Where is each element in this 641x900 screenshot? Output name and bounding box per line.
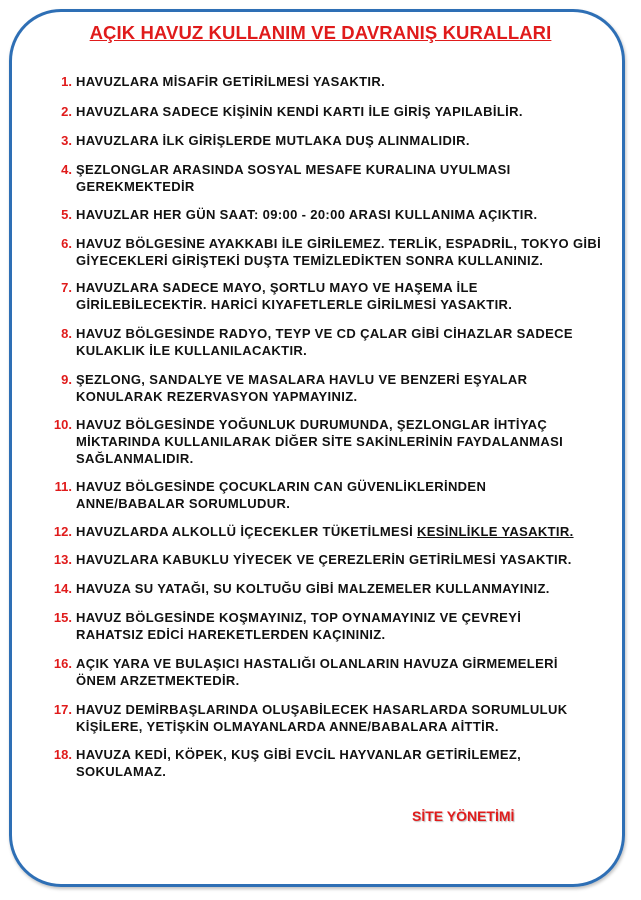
rule-text: HAVUZ BÖLGESİNE AYAKKABI İLE GİRİLEMEZ. TERLİK, ESPADRİL, TOKYO GİBİ GİYECEKLERİ GİRİŞTEKİ DUŞTA TEMİZLEDİKTEN SONRA KULLANINIZ.	[76, 236, 602, 268]
rule-item-5	[48, 206, 608, 223]
page-title: AÇIK HAVUZ KULLANIM VE DAVRANIŞ KURALLARI	[89, 22, 552, 43]
rule-text: HAVUZLARA KABUKLU YİYECEK VE ÇEREZLERİN GETİRİLMESİ YASAKTIR.	[76, 552, 572, 567]
rule-number: 10.	[53, 417, 72, 432]
rule-item-10	[48, 416, 596, 467]
rule-number: 5.	[61, 207, 72, 222]
rule-number: 15.	[53, 610, 72, 625]
rule-number: 3.	[61, 133, 72, 148]
rule-number: 16.	[53, 656, 72, 671]
rule-item-18	[48, 746, 568, 780]
rule-text: HAVUZA SU YATAĞI, SU KOLTUĞU GİBİ MALZEMELER KULLANMAYINIZ.	[76, 581, 550, 596]
rule-item-8	[48, 325, 596, 359]
rule-number: 4.	[61, 162, 72, 177]
rule-number: 6.	[61, 236, 72, 251]
rule-text: HAVUZ DEMİRBAŞLARINDA OLUŞABİLECEK HASARLARDA SORUMLULUK KİŞİLERE, YETİŞKİN OLMAYANLARDA ANNE/BABALARA AİTTİR.	[76, 702, 568, 734]
rule-text: ŞEZLONG, SANDALYE VE MASALARA HAVLU VE BENZERİ EŞYALAR KONULARAK REZERVASYON YAPMAYINIZ.	[76, 372, 528, 404]
rule-number: 18.	[53, 747, 72, 762]
rule-number: 1.	[61, 74, 72, 89]
rule-item-17	[48, 701, 596, 735]
rule-item-12	[48, 523, 608, 540]
rule-item-11	[48, 478, 538, 512]
rule-item-15	[48, 609, 568, 643]
rule-text: HAVUZA KEDİ, KÖPEK, KUŞ GİBİ EVCİL HAYVANLAR GETİRİLEMEZ, SOKULAMAZ.	[76, 747, 522, 779]
rule-text: HAVUZLARA MİSAFİR GETİRİLMESİ YASAKTIR.	[76, 74, 386, 89]
rule-item-9	[48, 371, 548, 405]
signature-site-management: SİTE YÖNETİMİ	[412, 808, 515, 824]
rule-number: 12.	[53, 524, 72, 539]
rule-item-2	[48, 103, 608, 120]
rule-number: 9.	[61, 372, 72, 387]
rule-text: HAVUZLARA SADECE MAYO, ŞORTLU MAYO VE HAŞEMA İLE GİRİLEBİLECEKTİR. HARİCİ KIYAFETLERLE GİRİLMESİ YASAKTIR.	[76, 280, 513, 312]
rule-text-main: HAVUZLARDA ALKOLLÜ İÇECEKLER TÜKETİLMESİ	[76, 524, 418, 539]
rule-text: HAVUZ BÖLGESİNDE ÇOCUKLARIN CAN GÜVENLİKLERİNDEN ANNE/BABALAR SORUMLUDUR.	[76, 479, 487, 511]
rule-text: HAVUZ BÖLGESİNDE YOĞUNLUK DURUMUNDA, ŞEZLONGLAR İHTİYAÇ MİKTARINDA KULLANILARAK DİĞER SİTE SAKİNLERİNİN FAYDALANMASI SAĞLANMALIDIR.	[76, 417, 564, 466]
rule-text	[76, 523, 608, 540]
rule-item-13	[48, 551, 608, 568]
rule-text-emphasis: KESİNLİKLE YASAKTIR.	[417, 524, 574, 539]
rule-text: HAVUZLARA SADECE KİŞİNİN KENDİ KARTI İLE GİRİŞ YAPILABİLİR.	[76, 104, 523, 119]
rule-text: HAVUZ BÖLGESİNDE KOŞMAYINIZ, TOP OYNAMAYINIZ VE ÇEVREYİ RAHATSIZ EDİCİ HAREKETLERDEN KAÇININIZ.	[76, 610, 522, 642]
rule-item-6	[48, 235, 608, 269]
rule-number: 13.	[53, 552, 72, 567]
rule-text: HAVUZLAR HER GÜN SAAT: 09:00 - 20:00 ARASI KULLANIMA AÇIKTIR.	[76, 207, 538, 222]
rule-number: 7.	[61, 280, 72, 295]
rule-number: 14.	[53, 581, 72, 596]
rule-text: HAVUZ BÖLGESİNDE RADYO, TEYP VE CD ÇALAR GİBİ CİHAZLAR SADECE KULAKLIK İLE KULLANILACAKTIR.	[76, 326, 573, 358]
rule-item-4	[48, 161, 528, 195]
rule-item-7	[48, 279, 528, 313]
rule-number: 8.	[61, 326, 72, 341]
rule-item-14	[48, 580, 608, 597]
rule-number: 17.	[53, 702, 72, 717]
rule-text: ŞEZLONGLAR ARASINDA SOSYAL MESAFE KURALINA UYULMASI GEREKMEKTEDİR	[76, 162, 511, 194]
rule-number: 11.	[54, 479, 72, 494]
rule-item-16	[48, 655, 578, 689]
rule-number: 2.	[61, 104, 72, 119]
rule-item-1	[48, 73, 608, 90]
rule-item-3	[48, 132, 608, 149]
rule-text: AÇIK YARA VE BULAŞICI HASTALIĞI OLANLARIN HAVUZA GİRMEMELERİ ÖNEM ARZETMEKTEDİR.	[76, 656, 558, 688]
rule-text: HAVUZLARA İLK GİRİŞLERDE MUTLAKA DUŞ ALINMALIDIR.	[76, 133, 470, 148]
